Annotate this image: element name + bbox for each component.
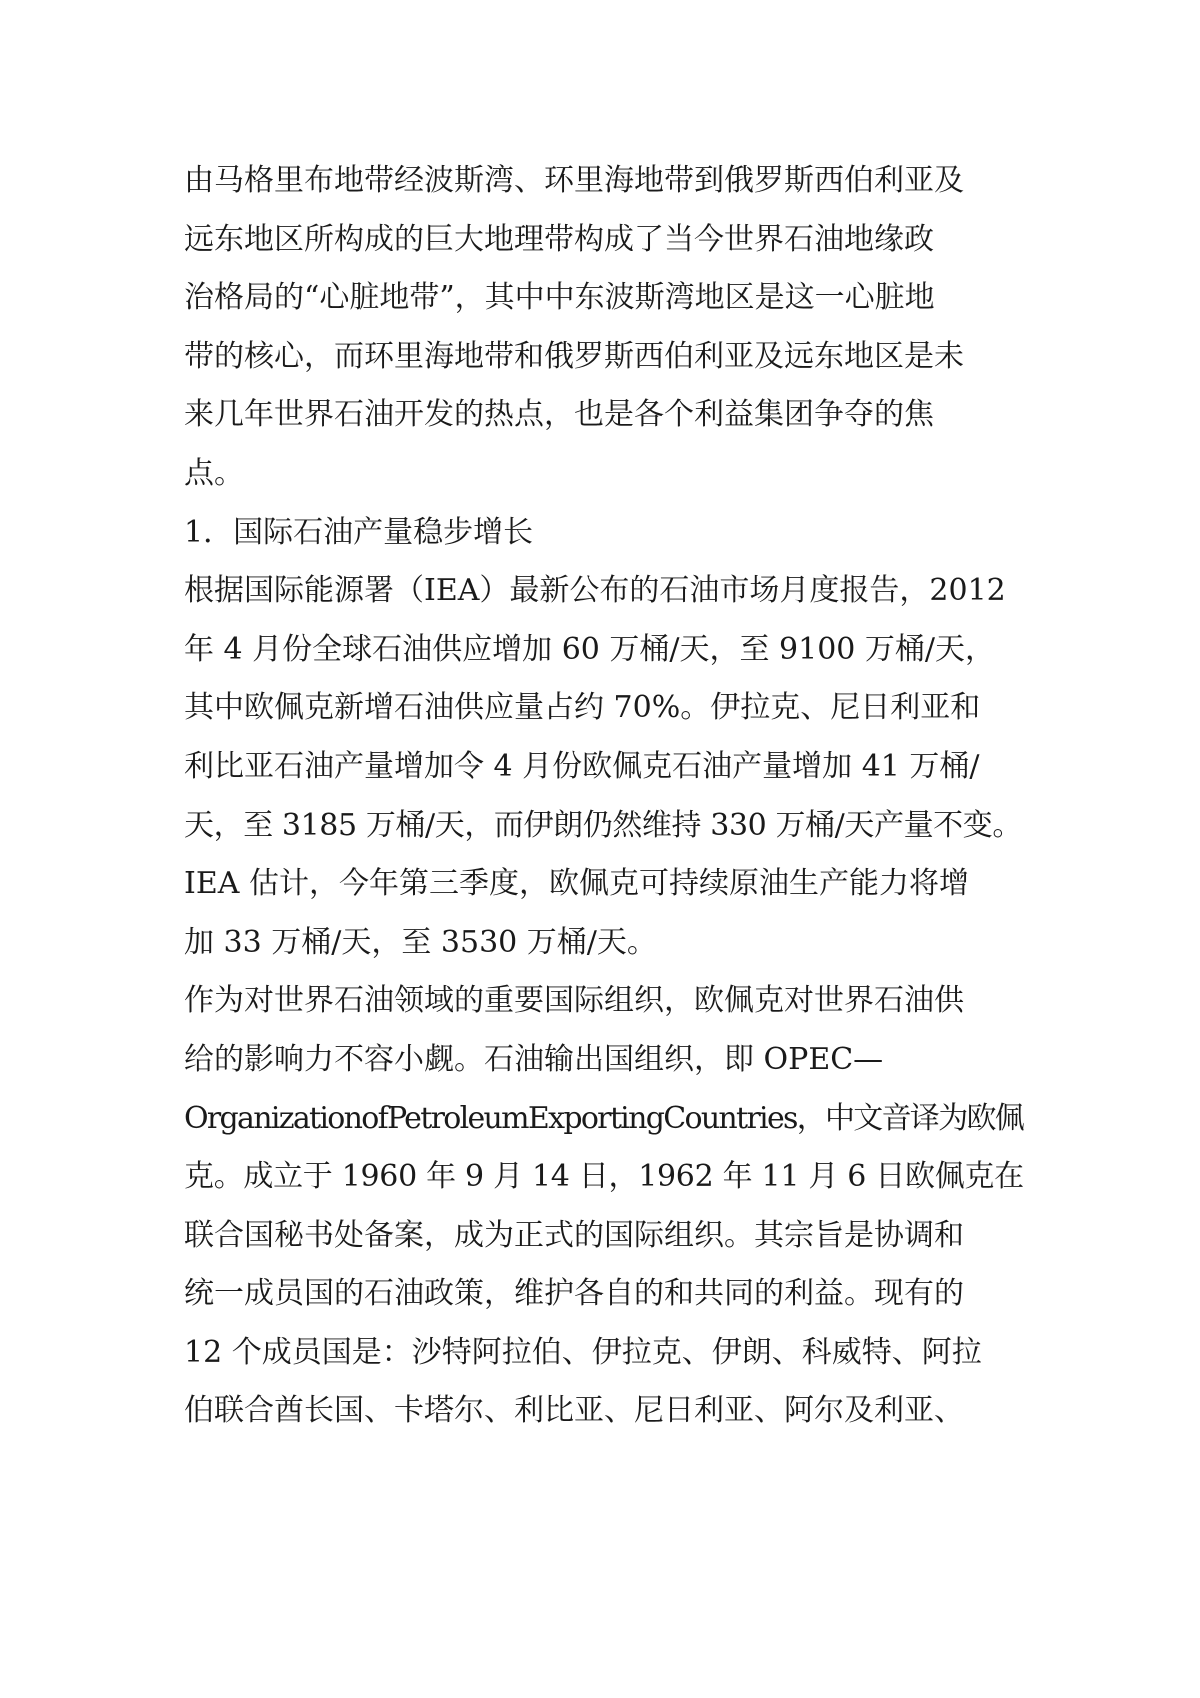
text-line: 天，至 3185 万桶/天，而伊朗仍然维持 330 万桶/天产量不变。 bbox=[184, 807, 1022, 843]
body-text bbox=[184, 152, 1024, 1441]
text-line: 根据国际能源署（IEA）最新公布的石油市场月度报告，2012 bbox=[184, 573, 1006, 609]
text-line: 作为对世界石油领域的重要国际组织，欧佩克对世界石油供 bbox=[184, 983, 964, 1019]
text-line: OrganizationofPetroleumExportingCountries，中文音译为欧佩 bbox=[184, 1100, 1024, 1136]
text-line: 由马格里布地带经波斯湾、环里海地带到俄罗斯西伯利亚及 bbox=[184, 163, 964, 198]
text-line: 来几年世界石油开发的热点，也是各个利益集团争夺的焦 bbox=[184, 397, 934, 433]
text-line: 给的影响力不容小觑。石油输出国组织，即 OPEC— bbox=[184, 1041, 884, 1077]
text-line: 联合国秘书处备案，成为正式的国际组织。其宗旨是协调和 bbox=[184, 1217, 964, 1253]
text-line: 带的核心，而环里海地带和俄罗斯西伯利亚及远东地区是未 bbox=[184, 338, 964, 374]
text-line: 克。成立于 1960 年 9 月 14 日，1962 年 11 月 6 日欧佩克在 bbox=[184, 1159, 1024, 1195]
text-line: 统一成员国的石油政策，维护各自的和共同的利益。现有的 bbox=[184, 1276, 964, 1312]
text-line: 12 个成员国是：沙特阿拉伯、伊拉克、伊朗、科威特、阿拉 bbox=[184, 1334, 982, 1370]
text-line: 远东地区所构成的巨大地理带构成了当今世界石油地缘政 bbox=[184, 221, 934, 257]
text-line: 治格局的“心脏地带”，其中中东波斯湾地区是这一心脏地 bbox=[184, 280, 935, 316]
text-line: IEA 估计，今年第三季度，欧佩克可持续原油生产能力将增 bbox=[184, 866, 969, 902]
text-line: 利比亚石油产量增加令 4 月份欧佩克石油产量增加 41 万桶/ bbox=[184, 748, 980, 784]
text-line: 加 33 万桶/天，至 3530 万桶/天。 bbox=[184, 924, 657, 960]
section-heading: 1．国际石油产量稳步增长 bbox=[184, 514, 534, 550]
text-line: 伯联合酋长国、卡塔尔、利比亚、尼日利亚、阿尔及利亚、 bbox=[184, 1393, 964, 1429]
text-line: 其中欧佩克新增石油供应量占约 70%。伊拉克、尼日利亚和 bbox=[184, 690, 981, 726]
text-line: 点。 bbox=[184, 455, 244, 491]
text-line: 年 4 月份全球石油供应增加 60 万桶/天，至 9100 万桶/天， bbox=[184, 631, 996, 667]
